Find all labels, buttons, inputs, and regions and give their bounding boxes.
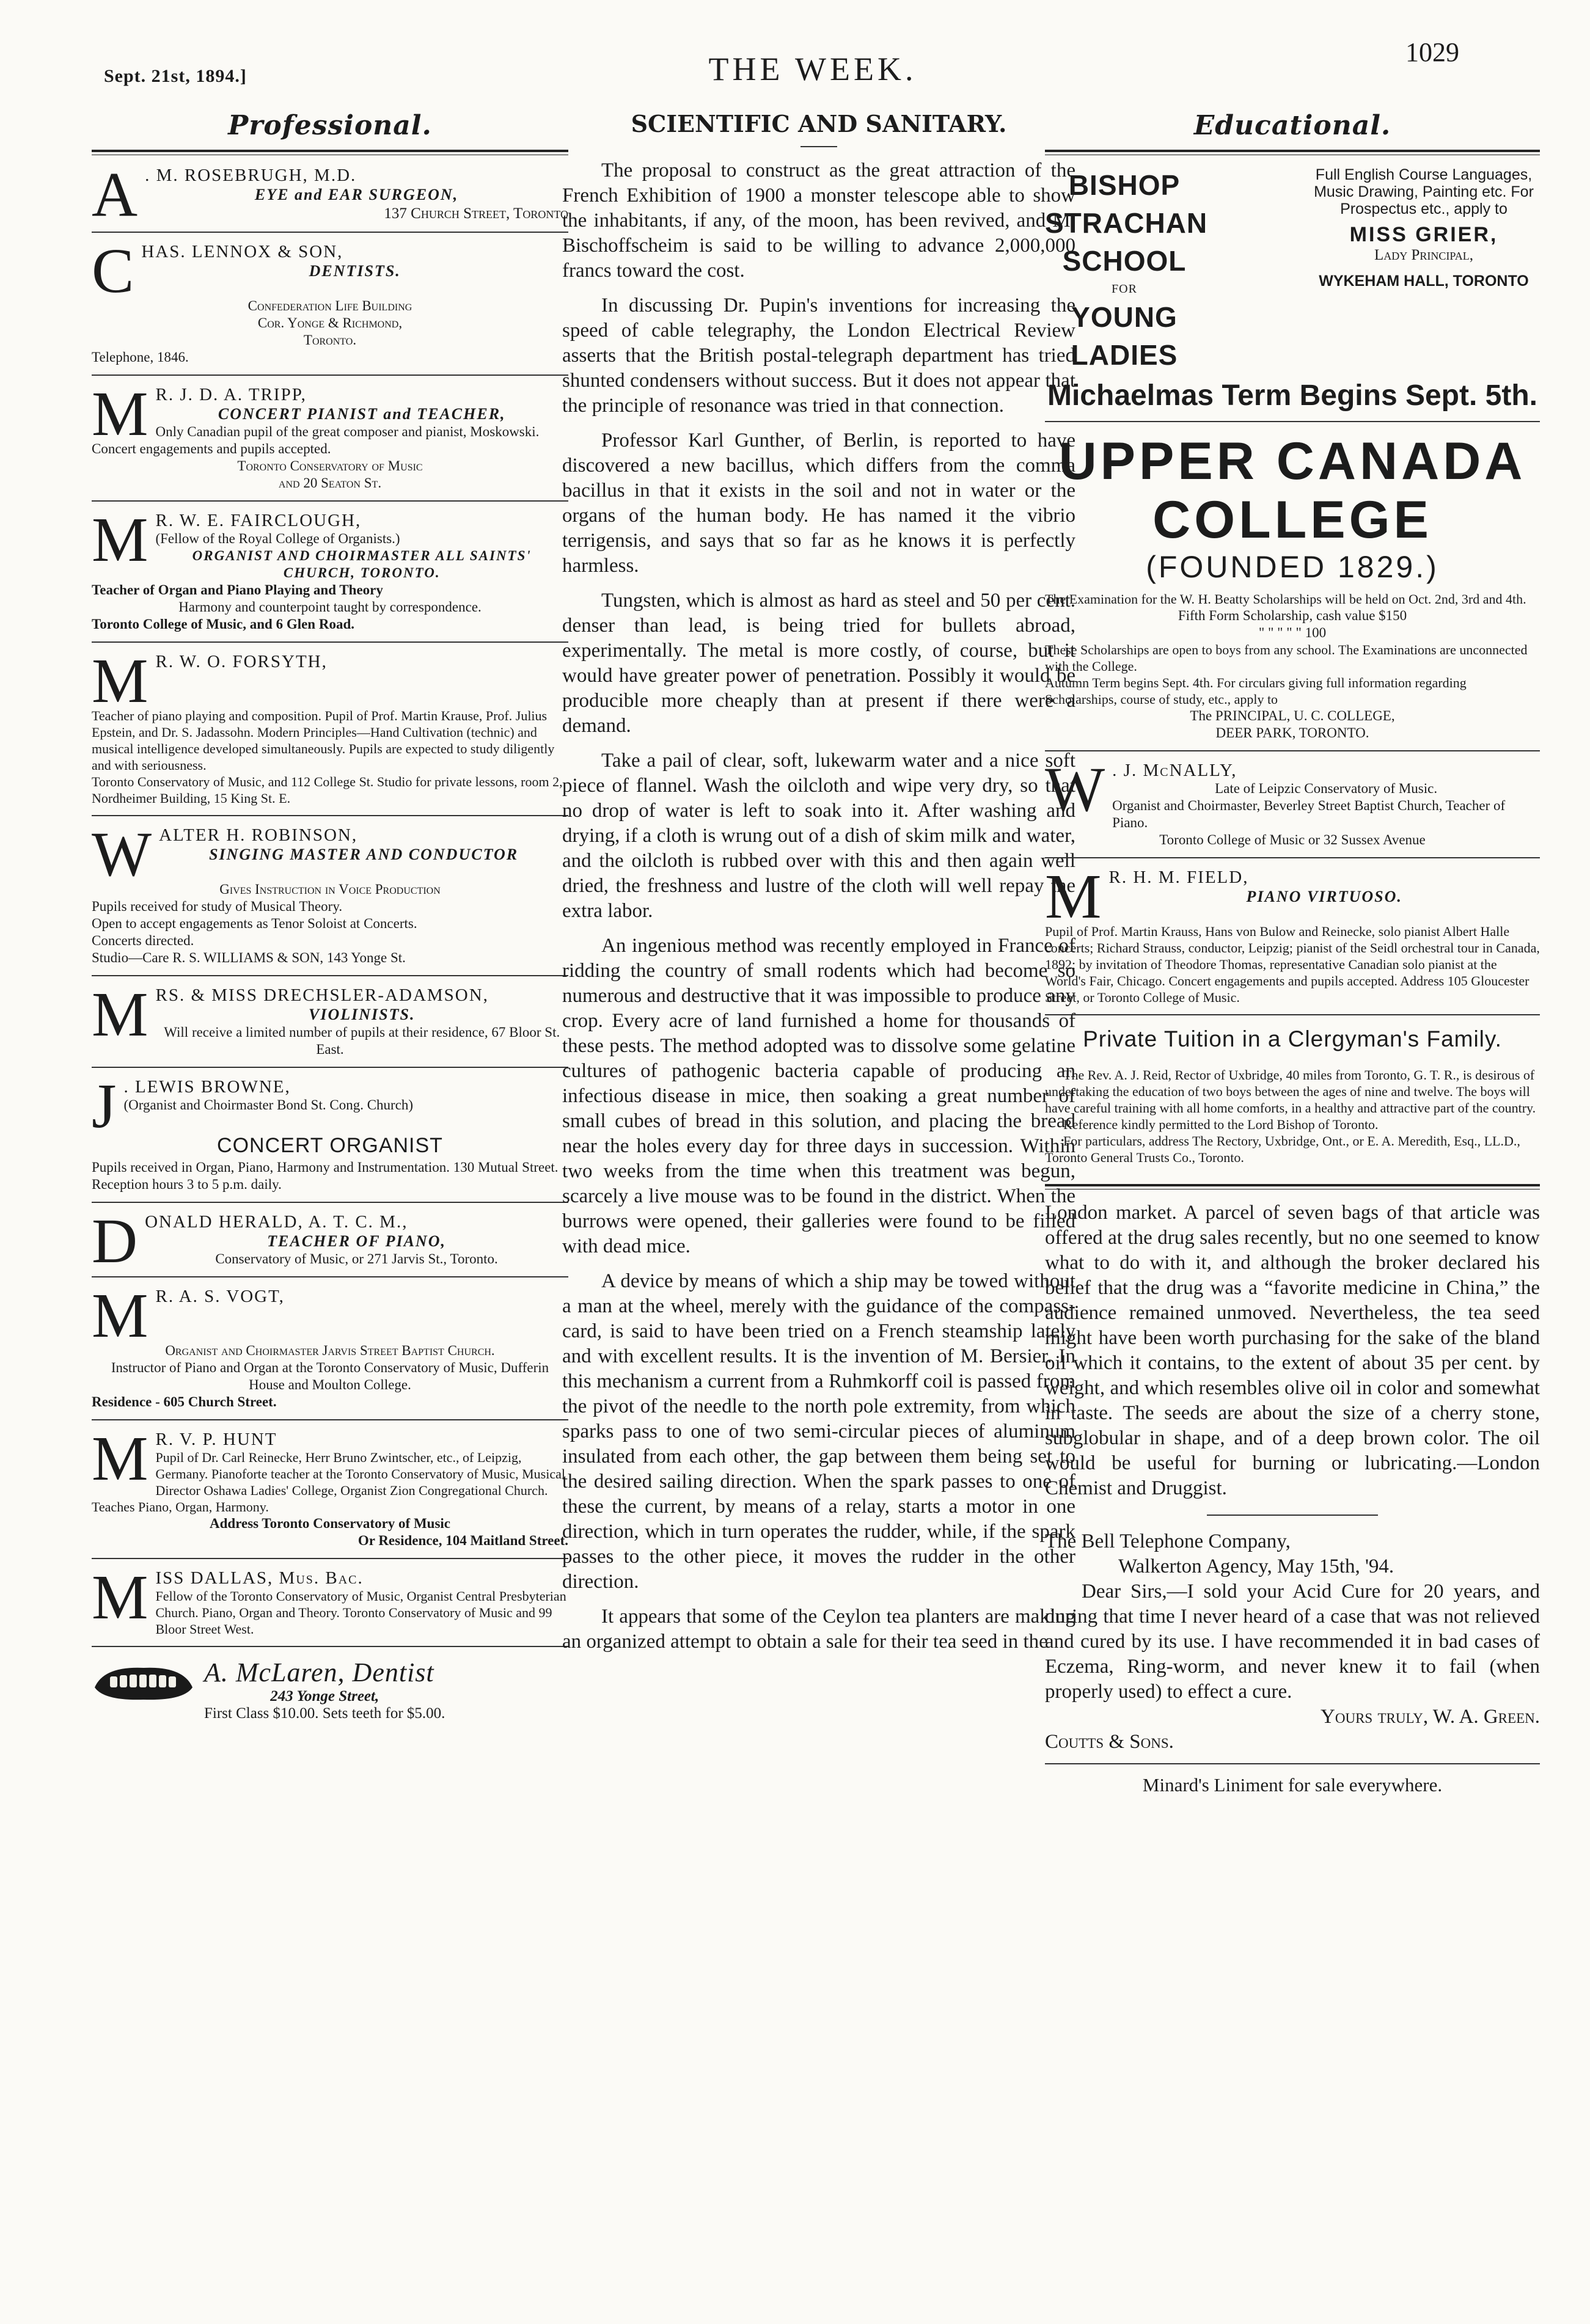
card-line: Late of Leipzic Conservatory of Music. (1215, 781, 1438, 796)
divider (92, 500, 568, 502)
dentist-price: First Class $10.00. Sets teeth for $5.00. (204, 1705, 445, 1722)
card-herald (92, 1206, 568, 1276)
card-line: Pupil of Dr. Carl Reinecke, Herr Bruno Zwintscher, etc., of Leipzig, Germany. Pianoforte teacher at the Toronto Conservatory of Music, Musical Director Oshawa Ladies' College, Organist Zion Congregational Church. Teaches Piano, Organ, Harmony. (92, 1450, 565, 1515)
letter-place-date: Walkerton Agency, May 15th, '94. (1118, 1555, 1394, 1577)
divider (92, 641, 568, 643)
card-line: Teacher of piano playing and composition. Pupil of Prof. Martin Krause, Prof. Julius Epstein, and Dr. S. Jadassohn. Modern Principles—Hand Cultivation (technic) and musical intelligence developed simultaneously. Pupils are expected to study diligently and with seriousness. (92, 708, 555, 773)
issue-date: Sept. 21st, 1894.] (104, 66, 247, 86)
professional-column (92, 110, 568, 1722)
card-line: Gives Instruction in Voice Production (219, 882, 441, 897)
tuition-title: Private Tuition in a Clergyman's Family. (1083, 1026, 1502, 1051)
drop-initial: M (92, 1562, 148, 1632)
card-name: . M. ROSEBRUGH, M.D. (145, 166, 357, 185)
drop-initial: M (92, 1423, 148, 1494)
card-role: PIANO VIRTUOSO. (1246, 888, 1402, 905)
card-line: 137 Church Street, Toronto (384, 205, 568, 222)
drop-initial: A (92, 159, 138, 230)
school-name-line: FOR (1112, 282, 1137, 296)
article-paragraph: Take a pail of clear, soft, lukewarm water and a nice soft piece of flannel. Wash the oilcloth and wipe very dry, so that no drop of water is left to soak into it. After washing and drying, if a cloth is wrung out of a dish of skim milk and water, and the oilcloth is rubbed over with this and then again well dried, the freshness and lustre of the cloth will well repay the extra labor. (562, 750, 1075, 922)
card-name: ALTER H. ROBINSON, (159, 825, 358, 845)
card-rosebrugh (92, 159, 568, 230)
drop-initial: M (92, 505, 148, 575)
card-vogt (92, 1281, 568, 1411)
publication-title: THE WEEK. (708, 51, 917, 87)
card-line: Toronto Conservatory of Music, and 112 College St. Studio for private lessons, room 2, Nordheimer Building, 15 King St. E. (92, 774, 563, 806)
card-line: Pupils received for study of Musical Theory. (92, 899, 343, 914)
card-line: Concerts directed. (92, 933, 194, 948)
card-role: SINGING MASTER AND CONDUCTOR (209, 846, 519, 863)
drop-initial: W (1045, 755, 1105, 825)
card-role: TEACHER OF PIANO, (267, 1232, 446, 1250)
card-name: HAS. LENNOX & SON, (141, 242, 343, 261)
card-line: Toronto. (303, 332, 357, 348)
ucc-line: These Scholarships are open to boys from any school. The Examinations are unconnected with the College. (1045, 642, 1528, 674)
divider (92, 1202, 568, 1203)
card-hunt (92, 1423, 568, 1549)
article-paragraph: An ingenious method was recently employed in France of ridding the country of small rodents which had become so numerous and destructive that it was impossible to produce any crop. Every acre of land furnished a home for thousands of these pests. The method adopted was to dissolve some gelatine cultures of pathogenic bacteria capable of producing an infectious disease in mice, then soaking a great number of small cubes of bread in this solution, and placing the bread near the holes every day for three days in succession. Within two weeks from the time when this treatment was begun, scarcely a live mouse was to be found in the district. When the burrows were opened, their galleries were found to be filled with dead mice. (562, 935, 1075, 1257)
card-name: R. H. M. FIELD, (1108, 868, 1249, 887)
card-line: Conservatory of Music, or 271 Jarvis St., Toronto. (215, 1251, 498, 1266)
scientific-column (562, 110, 1075, 1664)
divider (1045, 1014, 1540, 1015)
card-line: Address Toronto Conservatory of Music (210, 1516, 450, 1531)
divider (92, 232, 568, 233)
divider (92, 1067, 568, 1068)
dentist-name: A. McLaren, Dentist (204, 1657, 434, 1687)
divider (92, 375, 568, 376)
card-field (1045, 861, 1540, 1006)
divider (92, 815, 568, 816)
article-paragraph: It appears that some of the Ceylon tea planters are making an organized attempt to obtain a sale for their tea seed in the (562, 1606, 1075, 1653)
card-line: Toronto College of Music, and 6 Glen Road. (92, 616, 355, 632)
drop-initial: M (92, 646, 148, 716)
card-name: R. V. P. HUNT (155, 1430, 277, 1449)
card-mcnally (1045, 755, 1540, 849)
ucc-founded: (FOUNDED 1829.) (1146, 550, 1439, 584)
drop-initial: C (92, 236, 134, 306)
card-line: Will receive a limited number of pupils at their residence, 67 Bloor St. East. (164, 1025, 560, 1057)
card-role: VIOLINISTS. (309, 1006, 416, 1023)
testimonial-letter (1045, 1529, 1540, 1755)
divider (1045, 421, 1540, 422)
card-line: and 20 Seaton St. (278, 475, 382, 491)
card-line: Fellow of the Toronto Conservatory of Music, Organist Central Presbyterian Church. Piano, Organ and Theory. Toronto Conservatory of Music and 99 Bloor Street West. (155, 1588, 566, 1637)
educational-column (1045, 110, 1540, 1796)
card-name: . J. McNALLY, (1112, 761, 1237, 780)
card-name: R. A. S. VOGT, (155, 1287, 285, 1306)
school-courses: Full English Course Languages, Music Drawing, Painting etc. For Prospectus etc., apply to (1314, 166, 1534, 217)
page-number: 1029 (1405, 37, 1459, 67)
ucc-line: Autumn Term begins Sept. 4th. For circulars giving full information regarding Scholarships, course of study, etc., apply to (1045, 675, 1467, 707)
drop-initial: D (92, 1206, 138, 1276)
card-line: Cor. Yonge & Richmond, (257, 315, 403, 331)
card-line: Teacher of Organ and Piano Playing and Theory (92, 582, 383, 597)
card-role: (Organist and Choirmaster Bond St. Cong. Church) (123, 1097, 414, 1113)
divider (92, 1558, 568, 1559)
principal-name: MISS GRIER, (1349, 223, 1498, 246)
card-name: ISS DALLAS, Mus. Bac. (155, 1568, 364, 1588)
dentist-advert (92, 1657, 568, 1722)
ucc-advert (1045, 432, 1540, 742)
card-line: Residence - 605 Church Street. (92, 1394, 277, 1409)
ucc-line: The PRINCIPAL, U. C. COLLEGE, (1190, 708, 1395, 723)
card-role: (Fellow of the Royal College of Organists.) (155, 531, 400, 546)
card-drechsler (92, 979, 568, 1058)
divider (1045, 1763, 1540, 1764)
card-role: EYE and EAR SURGEON, (254, 186, 459, 203)
divider (92, 1276, 568, 1277)
card-line: Toronto Conservatory of Music (237, 458, 423, 473)
card-line: Telephone, 1846. (92, 349, 189, 365)
school-name-line: STRACHAN (1045, 207, 1208, 239)
ucc-line: The Examination for the W. H. Beatty Scholarships will be held on Oct. 2nd, 3rd and 4th. (1045, 591, 1526, 607)
letter-body: Dear Sirs,—I sold your Acid Cure for 20 years, and during that time I never heard of a case that was not relieved and cured by its use. I have recommended it in bad cases of Eczema, Ring-worm, and never knew it to fail (when properly used) to effect a cure. (1045, 1580, 1540, 1703)
card-line: Organist and Choirmaster, Beverley Street Baptist Church, Teacher of Piano. (1112, 798, 1506, 830)
article-paragraph: London market. A parcel of seven bags of that article was offered at the drug sales recently, but no one seemed to know what to do with it, and although the broker declared his belief that the drug was a “favorite medicine in China,” the audience remained unmoved. Nevertheless, the tea seed might have been worth purchasing for the sake of the bland oil which it contains, to the extent of about 35 per cent. by weight, and which resembles olive oil in color and somewhat in taste. The seeds are about the size of a cherry stone, subglobular in shape, and of a deep brown color. The oil would be useful for burning or lubricating.—London Chemist and Druggist. (1045, 1202, 1540, 1499)
tea-seed-continuation (1045, 1200, 1540, 1501)
letter-signature: Yours truly, W. A. Green. (1321, 1706, 1540, 1728)
ucc-title: UPPER CANADA COLLEGE (1058, 432, 1526, 549)
divider (92, 1419, 568, 1420)
card-dallas (92, 1562, 568, 1637)
card-name: . LEWIS BROWNE, (123, 1077, 291, 1097)
card-line: Instructor of Piano and Organ at the Toronto Conservatory of Music, Dufferin House and Moulton College. (111, 1360, 549, 1392)
card-line: CONCERT ORGANIST (217, 1134, 443, 1157)
double-rule (92, 150, 568, 155)
school-details (1308, 166, 1540, 374)
school-name (1045, 166, 1208, 374)
card-lennox (92, 236, 568, 366)
article-paragraph: A device by means of which a ship may be towed without a man at the wheel, merely with the guidance of the compass-card, is said to have been tried on a French steamship lately and with excellent results. It is the invention of M. Bersier. In this mechanism a current from a Ruhmkorff coil is passed from the pivot of the needle to the north pole extremity, from which sparks pass to one of two semi-circular pieces of aluminum insulated from each other, the gap between them being set to the desired sailing direction. When the spark passes to one of these the current, by means of a relay, starts a motor in one direction, which in turn operates the rudder, while, if the spark passes to the other piece, it moves the rudder in the other direction. (562, 1270, 1075, 1593)
card-line: Harmony and counterpoint taught by correspondence. (178, 599, 482, 615)
letter-sender: Coutts & Sons. (1045, 1731, 1174, 1753)
card-role: CONCERT PIANIST and TEACHER, (218, 405, 506, 423)
divider (1207, 1515, 1378, 1516)
card-name: RS. & MISS DRECHSLER-ADAMSON, (155, 985, 489, 1005)
double-rule (1045, 1184, 1540, 1189)
divider (92, 975, 568, 976)
card-name: R. W. E. FAIRCLOUGH, (155, 511, 362, 530)
drop-initial: M (92, 379, 148, 449)
card-tripp (92, 379, 568, 492)
drop-initial: J (92, 1071, 117, 1141)
card-browne (92, 1071, 568, 1193)
article-paragraph: Professor Karl Gunther, of Berlin, is reported to have discovered a new bacillus, which differs from the comma bacillus in that it exists in the soil and not in water or the organs of the human body. He has named it the vibrio terrigensis, and says that so far as he knows it is perfectly harmless. (562, 429, 1075, 577)
professional-heading: Professional. (228, 110, 432, 141)
bishop-strachan-advert (1045, 166, 1540, 374)
card-line: Only Canadian pupil of the great composer and pianist, Moskowski. Concert engagements and pupils accepted. (92, 424, 540, 456)
card-line: Toronto College of Music or 32 Sussex Avenue (1159, 832, 1426, 847)
card-name: R. W. O. FORSYTH, (155, 652, 328, 671)
article-paragraph: The proposal to construct as the great attraction of the French Exhibition of 1900 a monster telescope able to show the inhabitants, if any, of the moon, has been revived, and M. Bischoffscheim is said to be willing to advance 2,000,000 francs toward the cost. (562, 159, 1075, 282)
tuition-line: The Rev. A. J. Reid, Rector of Uxbridge, 40 miles from Toronto, G. T. R., is desirous of undertaking the education of two boys between the ages of nine and twelve. The boys will have careful training with all home comforts, in a healthy and attractive part of the country. (1045, 1067, 1536, 1116)
card-line: Pupils received in Organ, Piano, Harmony and Instrumentation. 130 Mutual Street. (92, 1160, 559, 1175)
card-forsyth (92, 646, 568, 806)
article-paragraph: Tungsten, which is almost as hard as steel and 50 per cent. denser than lead, is being tried for bullets abroad, experimentally. The metal is more costly, of course, but it would have greater power of penetration. Possibly it would be producible more cheaply than at present if there were a demand. (562, 590, 1075, 737)
scientific-heading: SCIENTIFIC AND SANITARY. (631, 110, 1007, 137)
tuition-advert (1045, 1025, 1540, 1166)
double-rule (1045, 150, 1540, 155)
card-name: ONALD HERALD, A. T. C. M., (145, 1212, 408, 1232)
drop-initial: W (92, 819, 152, 890)
card-line: Open to accept engagements as Tenor Soloist at Concerts. (92, 916, 417, 931)
card-line: Pupil of Prof. Martin Krauss, Hans von Bulow and Reinecke, solo pianist Albert Halle concerts; Richard Strauss, conductor, Leipzig; pianist of the Seidl orchestral tour in Canada, 1892; by invitation of Theodore Thomas, representative Canadian solo pianist at the World's Fair, Chicago. Concert engagements and pupils accepted. Address 105 Gloucester Street, or Toronto College of Music. (1045, 924, 1540, 1005)
school-name-line: YOUNG LADIES (1071, 301, 1178, 371)
school-name-line: BISHOP (1068, 169, 1181, 201)
drop-initial: M (1045, 861, 1102, 932)
divider (92, 1646, 568, 1647)
card-name: R. J. D. A. TRIPP, (155, 385, 307, 404)
card-fairclough (92, 505, 568, 633)
tuition-line: Reference kindly permitted to the Lord Bishop of Toronto. (1063, 1117, 1379, 1132)
card-robinson (92, 819, 568, 967)
divider (1045, 750, 1540, 751)
principal-title: Lady Principal, (1374, 247, 1474, 263)
drop-initial: M (92, 979, 148, 1050)
ucc-line: " " " " " 100 (1258, 625, 1327, 640)
title-dash (800, 146, 837, 147)
school-address: WYKEHAM HALL, TORONTO (1319, 272, 1529, 290)
card-line: Confederation Life Building (247, 298, 412, 313)
educational-heading: Educational. (1193, 110, 1391, 141)
card-line: Organist and Choirmaster Jarvis Street Baptist Church. (165, 1343, 495, 1358)
card-line: ORGANIST AND CHOIRMASTER ALL SAINTS' CHURCH, TORONTO. (192, 548, 532, 580)
drop-initial: M (92, 1281, 148, 1351)
card-line: Or Residence, 104 Maitland Street. (357, 1533, 568, 1548)
dentures-icon (92, 1663, 196, 1706)
minard-advert: Minard's Liniment for sale everywhere. (1142, 1774, 1443, 1796)
school-name-line: SCHOOL (1062, 245, 1187, 277)
card-role: DENTISTS. (309, 262, 401, 280)
ucc-line: DEER PARK, TORONTO. (1215, 725, 1369, 740)
card-line: Studio—Care R. S. WILLIAMS & SON, 143 Yonge St. (92, 950, 406, 965)
letter-addressee: The Bell Telephone Company, (1045, 1530, 1291, 1552)
dentist-address: 243 Yonge Street, (270, 1688, 379, 1705)
card-line: Reception hours 3 to 5 p.m. daily. (92, 1177, 282, 1192)
article-paragraph: In discussing Dr. Pupin's inventions for increasing the speed of cable telegraphy, the London Electrical Review asserts that the British postal-telegraph department has tried shunted condensers without success. But it does not appear that the principle of resonance was tried in that connection. (562, 294, 1075, 417)
divider (1045, 857, 1540, 858)
tuition-line: For particulars, address The Rectory, Uxbridge, Ont., or E. A. Meredith, Esq., LL.D., Toronto General Trusts Co., Toronto. (1045, 1133, 1520, 1165)
ucc-line: Fifth Form Scholarship, cash value $150 (1178, 608, 1407, 623)
term-start: Michaelmas Term Begins Sept. 5th. (1047, 379, 1537, 412)
